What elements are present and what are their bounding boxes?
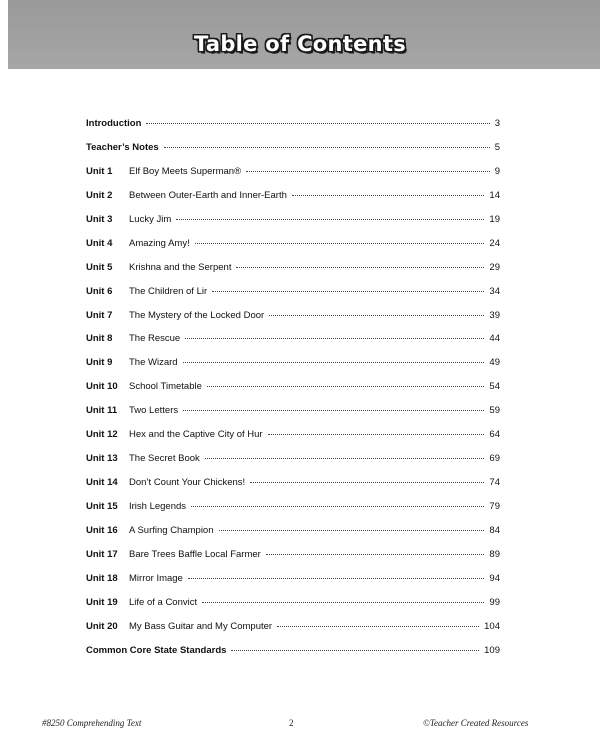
toc-entry [86,573,500,597]
toc-page-number: 9 [494,165,500,177]
toc-entry [86,238,500,262]
toc-page-number: 104 [484,620,500,632]
toc-page-number: 79 [489,501,500,512]
toc-dot-leader [164,147,490,148]
toc-entry-title: Amazing Amy! [129,237,190,249]
toc-entry [86,310,500,334]
page-title: Table of Contents [193,32,407,56]
toc-page-number: 34 [489,285,500,297]
toc-dot-leader [268,434,485,435]
toc-page-number: 99 [489,596,500,608]
toc-unit-label: Unit 12 [86,429,118,441]
toc-entry-title: The Wizard [129,357,178,369]
toc-page-number: 29 [489,261,500,273]
toc-entry-title: Elf Boy Meets Superman® [129,165,242,177]
toc-entry-title: Don’t Count Your Chickens! [129,477,246,489]
toc-unit-label: Unit 20 [86,620,118,632]
toc-dot-leader [205,458,485,459]
toc-entry-title: Life of a Convict [129,596,198,608]
toc-entry [86,262,500,286]
toc-entry-title: Lucky Jim [129,213,172,225]
toc-entry [86,453,500,477]
toc-page-number: 84 [489,524,500,536]
footer-page-number: 2 [289,718,294,728]
toc-unit-label: Unit 2 [86,189,113,201]
toc-dot-leader [212,291,484,292]
toc-entry [86,333,500,357]
toc-entry [86,477,500,501]
toc-unit-label: Unit 1 [86,165,113,177]
toc-entry [86,190,500,214]
toc-page-number: 24 [489,237,500,249]
toc-entry [86,645,500,669]
toc-unit-label: Unit 19 [86,596,118,608]
toc-page-number: 49 [489,357,500,369]
toc-entry-title: Krishna and the Serpent [129,261,232,273]
toc-unit-label: Unit 11 [86,405,118,417]
toc-entry [86,525,500,549]
footer-copyright: ©Teacher Created Resources [423,718,529,728]
toc-dot-leader [246,171,490,172]
toc-entry [86,118,500,142]
toc-entry [86,597,500,621]
toc-entry-title: Mirror Image [129,572,183,584]
toc-page-number: 19 [489,213,500,225]
toc-page-number: 39 [489,309,500,321]
toc-entry-title: The Mystery of the Locked Door [129,309,265,321]
toc-entry-title: My Bass Guitar and My Computer [129,620,273,632]
table-of-contents [86,118,500,669]
toc-entry [86,357,500,381]
toc-entry [86,286,500,310]
toc-dot-leader [183,362,485,363]
toc-unit-label: Unit 10 [86,381,118,393]
toc-entry-title: Two Letters [129,405,179,417]
toc-page-number: 14 [489,189,500,201]
toc-page-number: 54 [489,381,500,393]
toc-unit-label: Unit 9 [86,357,113,369]
toc-unit-label: Unit 15 [86,501,118,512]
toc-entry-title: School Timetable [129,381,202,393]
toc-entry [86,142,500,166]
toc-page-number: 69 [489,453,500,465]
toc-page-number: 89 [489,548,500,560]
toc-dot-leader [250,482,484,483]
toc-page-number: 3 [494,118,500,129]
toc-dot-leader [292,195,485,196]
toc-dot-leader [191,506,484,507]
toc-unit-label: Unit 18 [86,572,118,584]
toc-entry-title: A Surfing Champion [129,524,214,536]
toc-page-number: 94 [489,572,500,584]
toc-entry-title: The Rescue [129,333,181,345]
toc-dot-leader [277,626,479,627]
toc-dot-leader [188,578,485,579]
toc-entry [86,501,500,525]
toc-dot-leader [269,315,484,316]
toc-unit-label: Unit 16 [86,524,118,536]
toc-entry [86,381,500,405]
toc-unit-label: Unit 5 [86,261,113,273]
toc-entry [86,621,500,645]
toc-dot-leader [185,338,484,339]
toc-entry [86,405,500,429]
toc-unit-label: Unit 6 [86,285,113,297]
toc-dot-leader [236,267,484,268]
toc-dot-leader [183,410,484,411]
toc-unit-label: Unit 7 [86,309,113,321]
toc-dot-leader [176,219,484,220]
footer-product-code: #8250 Comprehending Text [42,718,142,728]
toc-page-number: 59 [489,405,500,417]
toc-entry [86,549,500,573]
toc-entry-title: Between Outer-Earth and Inner-Earth [129,189,287,201]
toc-unit-label: Unit 4 [86,237,113,249]
toc-entry [86,214,500,238]
toc-dot-leader [146,123,489,124]
toc-unit-label: Unit 8 [86,333,113,345]
toc-dot-leader [207,386,485,387]
toc-dot-leader [202,602,484,603]
toc-page-number: 5 [494,141,500,153]
toc-unit-label: Unit 3 [86,213,113,225]
toc-entry-title: The Secret Book [129,453,200,465]
toc-page-number: 64 [489,429,500,441]
toc-dot-leader [219,530,485,531]
toc-entry-title: Teacher’s Notes [86,141,159,153]
toc-entry [86,429,500,453]
toc-page-number: 109 [484,644,500,656]
toc-unit-label: Unit 14 [86,477,118,489]
toc-entry-title: Common Core State Standards [86,644,227,656]
toc-unit-label: Unit 17 [86,548,118,560]
toc-dot-leader [231,650,479,651]
toc-page-number: 44 [489,333,500,345]
toc-entry-title: Bare Trees Baffle Local Farmer [129,548,261,560]
toc-unit-label: Unit 13 [86,453,118,465]
toc-entry-title: Irish Legends [129,501,187,512]
toc-dot-leader [195,243,485,244]
toc-entry-title: Hex and the Captive City of Hur [129,429,263,441]
toc-entry [86,166,500,190]
toc-entry-title: The Children of Lir [129,285,208,297]
toc-dot-leader [266,554,485,555]
toc-page-number: 74 [489,477,500,489]
toc-entry-title: Introduction [86,118,142,129]
